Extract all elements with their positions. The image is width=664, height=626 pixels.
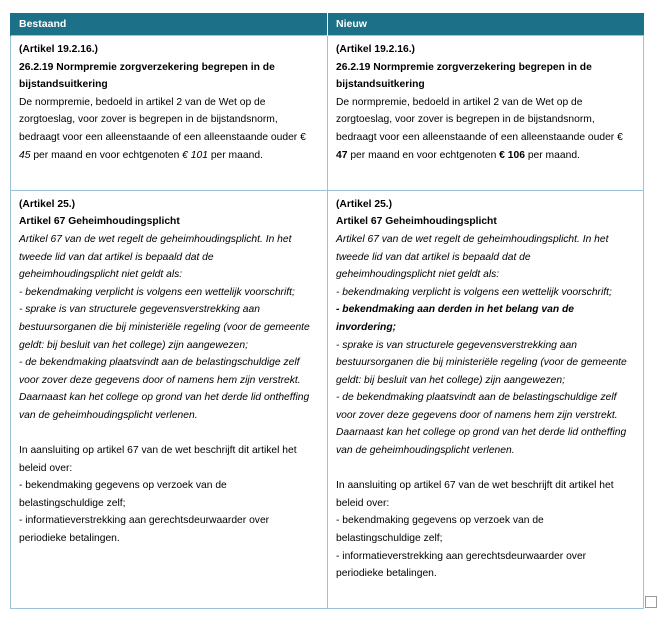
section-title: bijstandsuitkering bbox=[336, 79, 425, 91]
text-line: - informatieverstrekking aan gerechtsdeurwaarder over bbox=[19, 515, 270, 527]
text-line: - bekendmaking gegevens op verzoek van de bbox=[336, 515, 544, 527]
text-line: bestuursorganen die bij ministeriële regeling (voor de gemeente bbox=[19, 321, 310, 333]
article-ref: (Artikel 19.2.16.) bbox=[336, 44, 415, 55]
text-line: - bekendmaking verplicht is volgens een wettelijk voorschrift; bbox=[336, 286, 612, 298]
section-title: bijstandsuitkering bbox=[19, 79, 108, 91]
resize-handle[interactable] bbox=[645, 596, 657, 608]
text-line: - de bekendmaking plaatsvindt aan de belastingschuldige zelf bbox=[19, 357, 300, 369]
amount-single: 45 bbox=[19, 149, 31, 161]
text-line: periodieke betalingen. bbox=[336, 568, 437, 580]
text-line: geldt: bij besluit van het college) zijn aangewezen; bbox=[336, 374, 565, 386]
comparison-table bbox=[10, 13, 644, 609]
text-line: voor zover deze gegevens door of namens hem zijn verstrekt. bbox=[336, 409, 618, 421]
text-line: Artikel 67 van de wet regelt de geheimhoudingsplicht. In het bbox=[336, 233, 609, 245]
policy-block bbox=[336, 477, 635, 583]
italic-block bbox=[336, 231, 635, 301]
cell-bestaand-geheimhouding bbox=[11, 190, 328, 609]
text-line: - de bekendmaking plaatsvindt aan de belastingschuldige zelf bbox=[336, 392, 617, 404]
amount-couple: € 106 bbox=[499, 149, 525, 161]
italic-block bbox=[336, 337, 635, 460]
text-line: In aansluiting op artikel 67 van de wet beschrijft dit artikel het bbox=[19, 445, 297, 457]
text-line: tweede lid van dat artikel is bepaald dat de bbox=[19, 251, 214, 263]
body-text: zorgtoeslag, voor zover is begrepen in de bijstandsnorm, bbox=[19, 114, 278, 126]
text-line: geldt: bij besluit van het college) zijn aangewezen; bbox=[19, 339, 248, 351]
text-line: Daarnaast kan het college op grond van het derde lid ontheffing bbox=[336, 427, 627, 439]
body-text: bedraagt voor een alleenstaande of een alleenstaande ouder € bbox=[336, 131, 623, 143]
text-line: periodieke betalingen. bbox=[19, 533, 120, 545]
body-text: zorgtoeslag, voor zover is begrepen in de bijstandsnorm, bbox=[336, 114, 595, 126]
text-line: tweede lid van dat artikel is bepaald dat de bbox=[336, 251, 531, 263]
table-row bbox=[11, 190, 644, 609]
text-line: In aansluiting op artikel 67 van de wet beschrijft dit artikel het bbox=[336, 480, 614, 492]
article-ref: (Artikel 25.) bbox=[19, 198, 76, 210]
new-clause-block bbox=[336, 301, 635, 336]
text-line: invordering; bbox=[336, 321, 397, 333]
header-bestaand: Bestaand bbox=[11, 13, 328, 36]
cell-nieuw-normpremie bbox=[328, 36, 644, 191]
text-line: - sprake is van structurele gegevensverstrekking aan bbox=[19, 304, 260, 316]
text-line: belastingschuldige zelf; bbox=[19, 497, 126, 509]
text-line: voor zover deze gegevens door of namens hem zijn verstrekt. bbox=[19, 374, 301, 386]
text-line: - informatieverstrekking aan gerechtsdeurwaarder over bbox=[336, 550, 587, 562]
text-line: van de geheimhoudingsplicht verlenen. bbox=[19, 409, 198, 421]
text-line: - bekendmaking aan derden in het belang van de bbox=[336, 304, 575, 316]
cell-bestaand-normpremie bbox=[11, 36, 328, 191]
amount-single: 47 bbox=[336, 149, 348, 161]
text-line: - bekendmaking gegevens op verzoek van de bbox=[19, 480, 227, 492]
text-line: Artikel 67 van de wet regelt de geheimhoudingsplicht. In het bbox=[19, 233, 292, 245]
body-text: De normpremie, bedoeld in artikel 2 van de Wet op de bbox=[19, 96, 266, 108]
section-title: 26.2.19 Normpremie zorgverzekering begrepen in de bbox=[336, 61, 592, 73]
text-line: Daarnaast kan het college op grond van het derde lid ontheffing bbox=[19, 392, 310, 404]
text-line: belastingschuldige zelf; bbox=[336, 533, 443, 545]
header-nieuw: Nieuw bbox=[328, 13, 644, 36]
text-line: van de geheimhoudingsplicht verlenen. bbox=[336, 445, 515, 457]
text-line: bestuursorganen die bij ministeriële regeling (voor de gemeente bbox=[336, 357, 627, 369]
text-line: - bekendmaking verplicht is volgens een wettelijk voorschrift; bbox=[19, 286, 295, 298]
section-title: 26.2.19 Normpremie zorgverzekering begrepen in de bbox=[19, 61, 275, 73]
body-text: 47 per maand en voor echtgenoten € 106 per maand. bbox=[336, 149, 580, 161]
text-line: - sprake is van structurele gegevensverstrekking aan bbox=[336, 339, 577, 351]
text-line: geheimhoudingsplicht niet geldt als: bbox=[336, 269, 500, 281]
body-text: De normpremie, bedoeld in artikel 2 van de Wet op de bbox=[336, 96, 583, 108]
body-text: 45 per maand en voor echtgenoten € 101 per maand. bbox=[19, 149, 263, 161]
text-line: beleid over: bbox=[19, 462, 73, 474]
text-line: geheimhoudingsplicht niet geldt als: bbox=[19, 269, 183, 281]
policy-block bbox=[19, 442, 319, 548]
article-ref: (Artikel 19.2.16.) bbox=[19, 44, 98, 55]
section-title: Artikel 67 Geheimhoudingsplicht bbox=[336, 216, 497, 228]
body-text: bedraagt voor een alleenstaande of een alleenstaande ouder € bbox=[19, 131, 306, 143]
italic-block bbox=[19, 231, 319, 425]
article-ref: (Artikel 25.) bbox=[336, 198, 393, 210]
header-row bbox=[11, 13, 644, 36]
section-title: Artikel 67 Geheimhoudingsplicht bbox=[19, 216, 180, 228]
amount-couple: € 101 bbox=[182, 149, 208, 161]
cell-nieuw-geheimhouding bbox=[328, 190, 644, 609]
table-row bbox=[11, 36, 644, 191]
text-line: beleid over: bbox=[336, 497, 390, 509]
